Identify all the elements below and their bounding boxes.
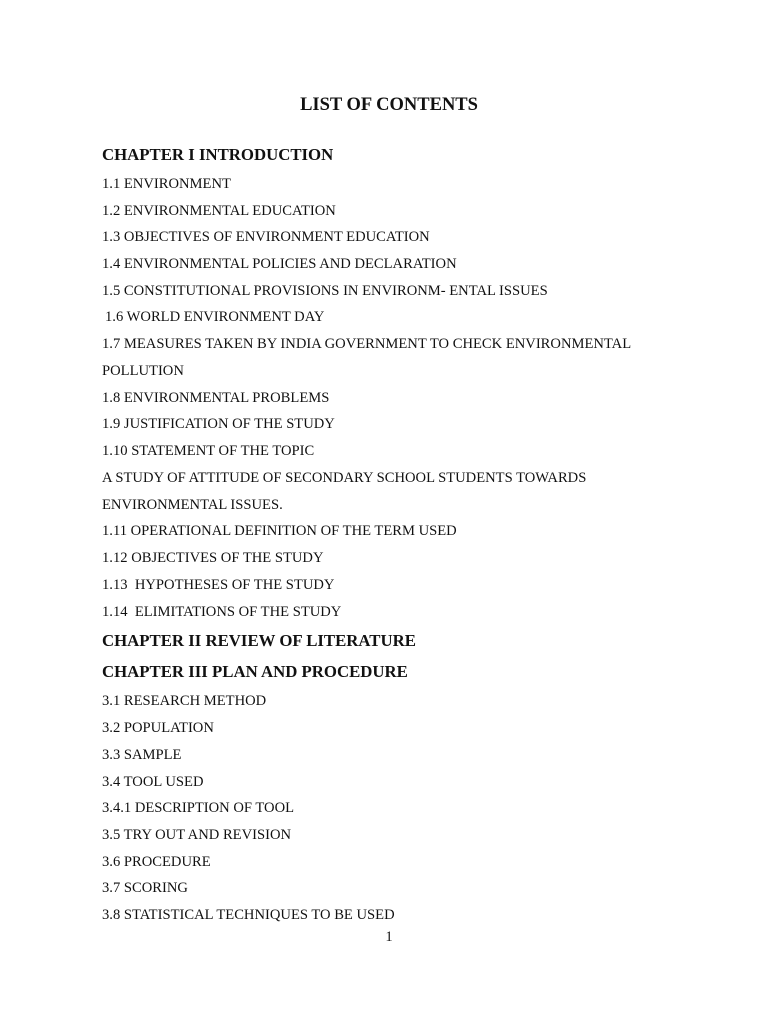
toc-item-3-5: 3.5 TRY OUT AND REVISION <box>102 827 292 843</box>
chapter-3-heading: CHAPTER III PLAN AND PROCEDURE <box>102 662 408 681</box>
toc-item-3-2: 3.2 POPULATION <box>102 720 214 736</box>
topic-statement-line-2: ENVIRONMENTAL ISSUES. <box>102 497 283 513</box>
toc-item-1-11: 1.11 OPERATIONAL DEFINITION OF THE TERM USED <box>102 523 457 539</box>
toc-item-3-8: 3.8 STATISTICAL TECHNIQUES TO BE USED <box>102 907 395 923</box>
toc-item-1-3: 1.3 OBJECTIVES OF ENVIRONMENT EDUCATION <box>102 229 430 245</box>
toc-item-1-8: 1.8 ENVIRONMENTAL PROBLEMS <box>102 390 330 406</box>
toc-item-1-12: 1.12 OBJECTIVES OF THE STUDY <box>102 550 324 566</box>
toc-item-1-13: 1.13 HYPOTHESES OF THE STUDY <box>102 577 335 593</box>
toc-item-1-14: 1.14 ELIMITATIONS OF THE STUDY <box>102 604 342 620</box>
chapter-2-heading: CHAPTER II REVIEW OF LITERATURE <box>102 631 416 650</box>
toc-item-1-5: 1.5 CONSTITUTIONAL PROVISIONS IN ENVIRONM- ENTAL ISSUES <box>102 283 548 299</box>
toc-item-1-2: 1.2 ENVIRONMENTAL EDUCATION <box>102 203 336 219</box>
toc-item-3-4: 3.4 TOOL USED <box>102 774 204 790</box>
chapter-1-heading: CHAPTER I INTRODUCTION <box>102 145 334 164</box>
toc-item-3-6: 3.6 PROCEDURE <box>102 854 211 870</box>
page-title: LIST OF CONTENTS <box>300 95 478 115</box>
toc-item-1-4: 1.4 ENVIRONMENTAL POLICIES AND DECLARATION <box>102 256 457 272</box>
toc-item-1-9: 1.9 JUSTIFICATION OF THE STUDY <box>102 416 335 432</box>
toc-item-1-7-continued: POLLUTION <box>102 363 184 379</box>
page-number: 1 <box>385 929 393 945</box>
topic-statement-line-1: A STUDY OF ATTITUDE OF SECONDARY SCHOOL STUDENTS TOWARDS <box>102 470 587 486</box>
toc-item-1-10: 1.10 STATEMENT OF THE TOPIC <box>102 443 315 459</box>
toc-item-3-3: 3.3 SAMPLE <box>102 747 182 763</box>
toc-item-1-7: 1.7 MEASURES TAKEN BY INDIA GOVERNMENT TO CHECK ENVIRONMENTAL <box>102 336 632 352</box>
toc-item-1-6: 1.6 WORLD ENVIRONMENT DAY <box>105 309 325 325</box>
toc-item-3-4-1: 3.4.1 DESCRIPTION OF TOOL <box>102 800 295 816</box>
toc-item-1-1: 1.1 ENVIRONMENT <box>102 176 231 192</box>
toc-item-3-1: 3.1 RESEARCH METHOD <box>102 693 267 709</box>
toc-item-3-7: 3.7 SCORING <box>102 880 188 896</box>
